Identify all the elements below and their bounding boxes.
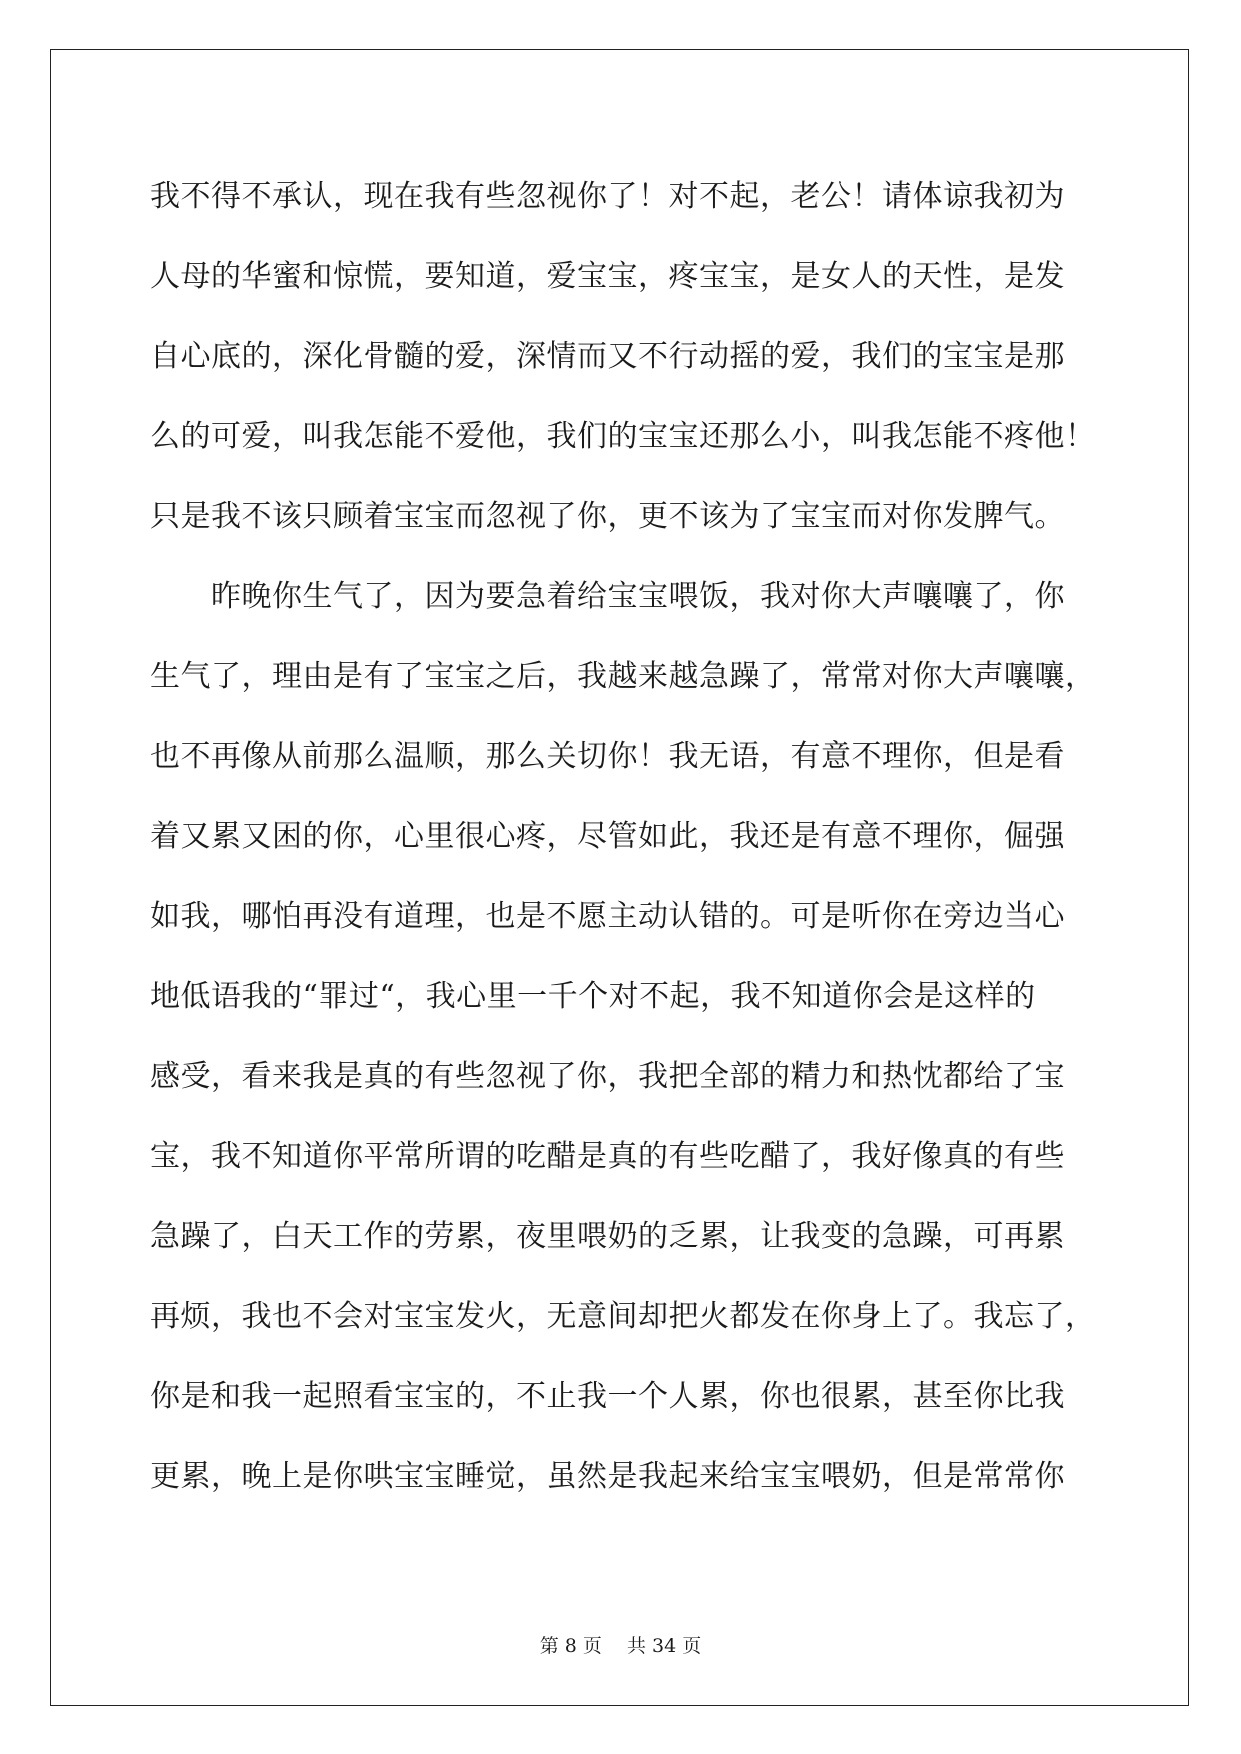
page-number-footer: 第 8 页 共 34 页 <box>539 1635 702 1657</box>
text-line: 你是和我一起照看宝宝的，不止我一个人累，你也很累，甚至你比我 <box>150 1379 1065 1414</box>
document-body <box>150 157 1096 1517</box>
text-line: 自心底的，深化骨髓的爱，深情而又不行动摇的爱，我们的宝宝是那 <box>150 339 1065 374</box>
text-line: 更累，晚上是你哄宝宝睡觉，虽然是我起来给宝宝喂奶，但是常常你 <box>150 1459 1065 1494</box>
text-line: 再烦，我也不会对宝宝发火，无意间却把火都发在你身上了。我忘了， <box>150 1299 1096 1334</box>
text-line: 人母的华蜜和惊慌，要知道，爱宝宝，疼宝宝，是女人的天性，是发 <box>150 259 1065 294</box>
text-line: 宝，我不知道你平常所谓的吃醋是真的有些吃醋了，我好像真的有些 <box>150 1139 1065 1174</box>
text-line: 昨晚你生气了，因为要急着给宝宝喂饭，我对你大声嚷嚷了，你 <box>150 579 1065 614</box>
text-line: 地低语我的“罪过“，我心里一千个对不起，我不知道你会是这样的 <box>150 979 1036 1014</box>
text-line: 我不得不承认，现在我有些忽视你了！对不起，老公！请体谅我初为 <box>150 179 1065 214</box>
text-line: 着又累又困的你，心里很心疼，尽管如此，我还是有意不理你，倔强 <box>150 819 1065 854</box>
text-line: 感受，看来我是真的有些忽视了你，我把全部的精力和热忱都给了宝 <box>150 1059 1065 1094</box>
text-line: 生气了，理由是有了宝宝之后，我越来越急躁了，常常对你大声嚷嚷， <box>150 659 1096 694</box>
text-line: 也不再像从前那么温顺，那么关切你！我无语，有意不理你，但是看 <box>150 739 1065 774</box>
text-line: 如我，哪怕再没有道理，也是不愿主动认错的。可是听你在旁边当心 <box>150 899 1065 934</box>
text-line: 么的可爱，叫我怎能不爱他，我们的宝宝还那么小，叫我怎能不疼他！ <box>150 419 1096 454</box>
text-line: 急躁了，白天工作的劳累，夜里喂奶的乏累，让我变的急躁，可再累 <box>150 1219 1065 1254</box>
text-line: 只是我不该只顾着宝宝而忽视了你，更不该为了宝宝而对你发脾气。 <box>150 499 1065 534</box>
